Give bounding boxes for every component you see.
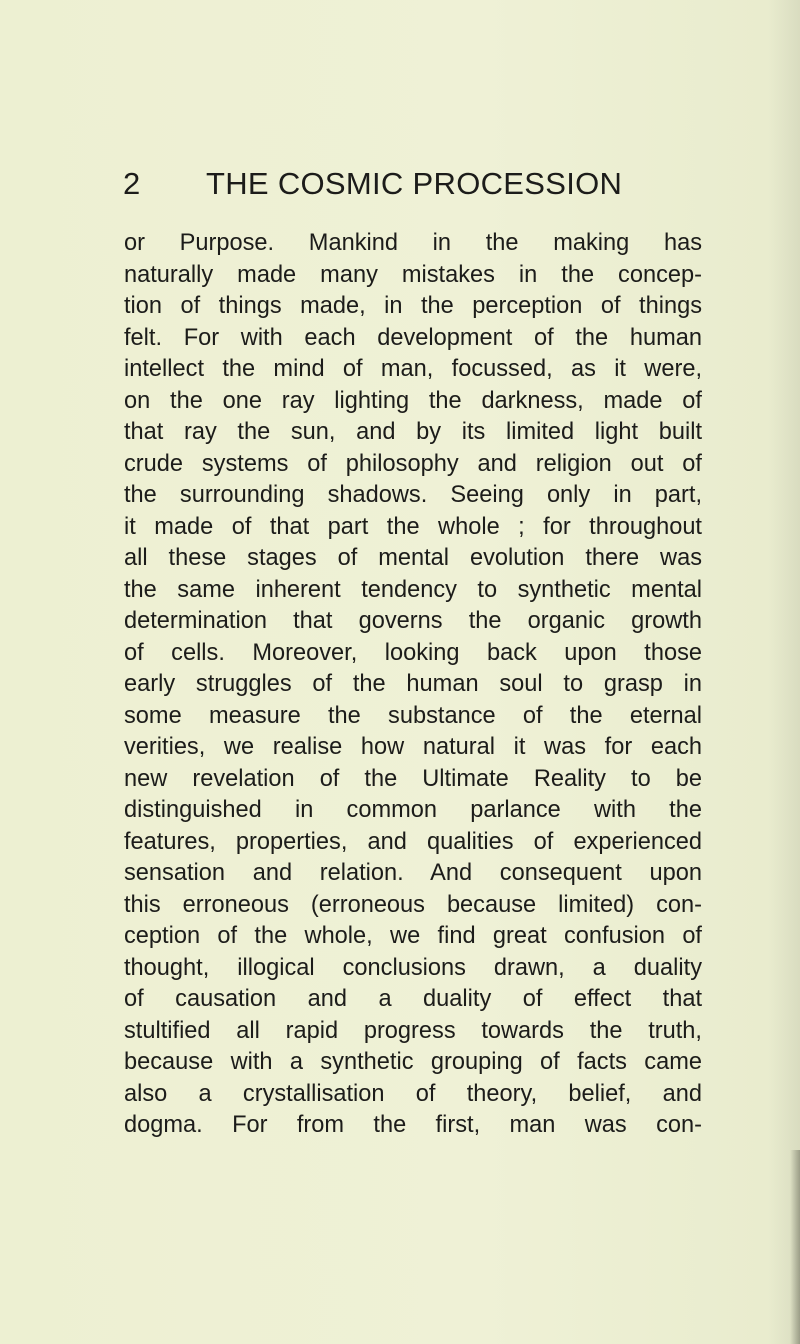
text-line: or Purpose. Mankind in the making has: [124, 230, 702, 256]
text-line: some measure the substance of the eternal: [124, 702, 702, 729]
text-line: verities, we realise how natural it was for each: [124, 734, 702, 760]
text-line: the surrounding shadows. Seeing only in part,: [124, 482, 702, 508]
text-line: sensation and relation. And consequent upon: [124, 860, 702, 886]
text-line: dogma. For from the first, man was con-: [124, 1112, 702, 1138]
text-line: of causation and a duality of effect that: [124, 986, 702, 1012]
text-line: stultified all rapid progress towards the truth,: [124, 1017, 702, 1044]
text-line: of cells. Moreover, looking back upon those: [124, 639, 702, 666]
text-line: distinguished in common parlance with the: [124, 797, 702, 823]
text-line: crude systems of philosophy and religion out of: [124, 450, 702, 477]
text-line: felt. For with each development of the human: [124, 324, 702, 351]
text-line: early struggles of the human soul to grasp in: [124, 671, 702, 697]
text-line: because with a synthetic grouping of facts came: [124, 1049, 702, 1075]
text-line: it made of that part the whole ; for throughout: [124, 513, 702, 540]
text-line: features, properties, and qualities of experienced: [124, 828, 702, 855]
text-line: also a crystallisation of theory, belief, and: [124, 1080, 702, 1107]
text-line: tion of things made, in the perception of things: [124, 293, 702, 319]
text-line: the same inherent tendency to synthetic mental: [124, 576, 702, 603]
text-line: on the one ray lighting the darkness, made of: [124, 387, 702, 414]
running-head: [123, 162, 723, 206]
text-line: ception of the whole, we find great confusion of: [124, 923, 702, 949]
text-line: this erroneous (erroneous because limited) con-: [124, 891, 702, 918]
text-line: thought, illogical conclusions drawn, a duality: [124, 954, 702, 981]
text-line: intellect the mind of man, focussed, as it were,: [124, 356, 702, 382]
text-line: determination that governs the organic growth: [124, 608, 702, 634]
text-line: that ray the sun, and by its limited light built: [124, 419, 702, 445]
page-number: 2: [123, 166, 141, 201]
body-text: [124, 228, 702, 1142]
text-line: naturally made many mistakes in the concep-: [124, 261, 702, 288]
page-edge-shadow: [790, 1150, 800, 1344]
text-line: all these stages of mental evolution there was: [124, 545, 702, 571]
text-line: new revelation of the Ultimate Reality to be: [124, 765, 702, 792]
running-title: THE COSMIC PROCESSION: [206, 166, 623, 201]
